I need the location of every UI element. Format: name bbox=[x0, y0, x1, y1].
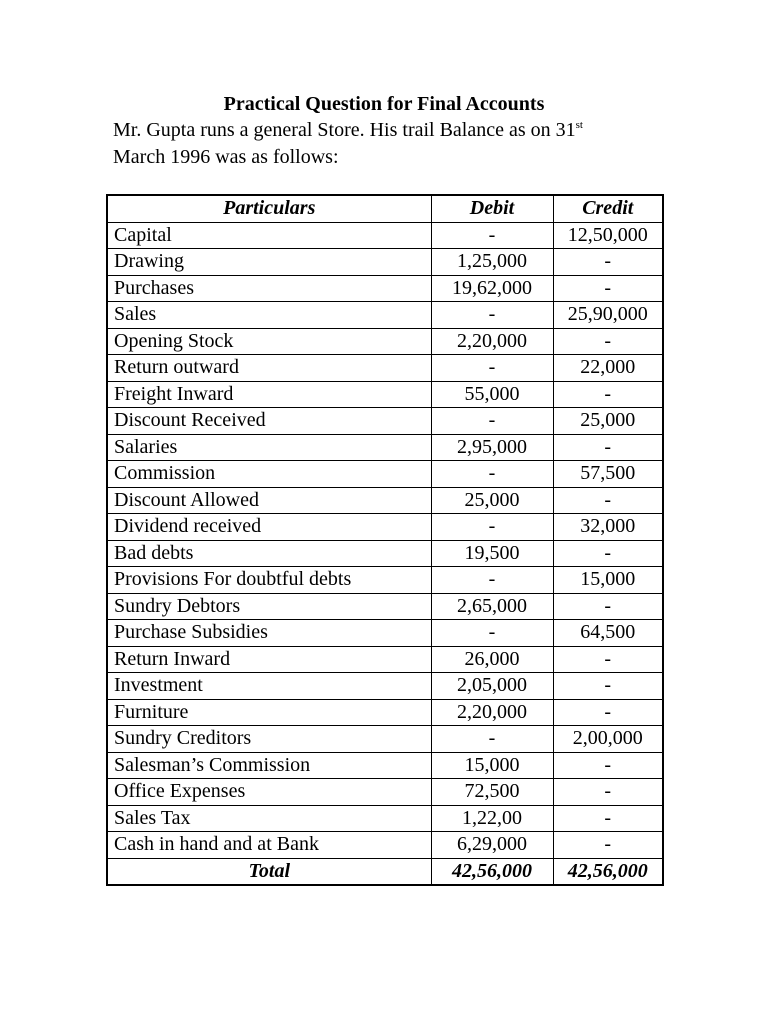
credit-cell: 15,000 bbox=[553, 567, 663, 594]
debit-cell: - bbox=[431, 620, 553, 647]
debit-cell: 15,000 bbox=[431, 752, 553, 779]
table-row bbox=[107, 434, 663, 461]
table-row bbox=[107, 646, 663, 673]
particulars-cell: Furniture bbox=[107, 699, 431, 726]
credit-cell: - bbox=[553, 832, 663, 859]
ordinal-superscript: st bbox=[575, 119, 583, 131]
particulars-cell: Drawing bbox=[107, 249, 431, 276]
debit-cell: 2,20,000 bbox=[431, 328, 553, 355]
credit-cell: 25,90,000 bbox=[553, 302, 663, 329]
credit-cell: - bbox=[553, 328, 663, 355]
credit-cell: - bbox=[553, 487, 663, 514]
debit-cell: 72,500 bbox=[431, 779, 553, 806]
credit-cell: - bbox=[553, 381, 663, 408]
credit-cell: - bbox=[553, 779, 663, 806]
table-row bbox=[107, 593, 663, 620]
particulars-cell: Investment bbox=[107, 673, 431, 700]
particulars-cell: Return Inward bbox=[107, 646, 431, 673]
debit-cell: 1,22,00 bbox=[431, 805, 553, 832]
particulars-cell: Salesman’s Commission bbox=[107, 752, 431, 779]
particulars-cell: Dividend received bbox=[107, 514, 431, 541]
debit-cell: 2,65,000 bbox=[431, 593, 553, 620]
particulars-cell: Opening Stock bbox=[107, 328, 431, 355]
particulars-cell: Office Expenses bbox=[107, 779, 431, 806]
credit-cell: - bbox=[553, 752, 663, 779]
particulars-cell: Sundry Creditors bbox=[107, 726, 431, 753]
particulars-cell: Bad debts bbox=[107, 540, 431, 567]
debit-cell: 26,000 bbox=[431, 646, 553, 673]
credit-cell: - bbox=[553, 673, 663, 700]
table-row bbox=[107, 620, 663, 647]
total-debit: 42,56,000 bbox=[431, 858, 553, 885]
debit-cell: - bbox=[431, 408, 553, 435]
credit-cell: 2,00,000 bbox=[553, 726, 663, 753]
particulars-cell: Provisions For doubtful debts bbox=[107, 567, 431, 594]
trial-balance-table bbox=[106, 194, 664, 886]
intro-line-2: March 1996 was as follows: bbox=[113, 146, 339, 168]
debit-cell: - bbox=[431, 726, 553, 753]
table-row bbox=[107, 673, 663, 700]
debit-cell: 1,25,000 bbox=[431, 249, 553, 276]
debit-cell: 6,29,000 bbox=[431, 832, 553, 859]
debit-cell: - bbox=[431, 461, 553, 488]
table-row bbox=[107, 222, 663, 249]
particulars-cell: Sundry Debtors bbox=[107, 593, 431, 620]
table-row bbox=[107, 461, 663, 488]
particulars-cell: Salaries bbox=[107, 434, 431, 461]
credit-cell: - bbox=[553, 805, 663, 832]
credit-cell: 57,500 bbox=[553, 461, 663, 488]
credit-cell: - bbox=[553, 593, 663, 620]
credit-cell: 22,000 bbox=[553, 355, 663, 382]
debit-cell: 19,500 bbox=[431, 540, 553, 567]
particulars-cell: Discount Received bbox=[107, 408, 431, 435]
table-row bbox=[107, 779, 663, 806]
total-row bbox=[107, 858, 663, 885]
table-row bbox=[107, 275, 663, 302]
header-debit: Debit bbox=[431, 195, 553, 222]
credit-cell: - bbox=[553, 540, 663, 567]
particulars-cell: Sales bbox=[107, 302, 431, 329]
table-row bbox=[107, 540, 663, 567]
debit-cell: - bbox=[431, 222, 553, 249]
table-header-row bbox=[107, 195, 663, 222]
total-credit: 42,56,000 bbox=[553, 858, 663, 885]
credit-cell: - bbox=[553, 249, 663, 276]
page-title: Practical Question for Final Accounts bbox=[223, 93, 545, 115]
debit-cell: 19,62,000 bbox=[431, 275, 553, 302]
particulars-cell: Discount Allowed bbox=[107, 487, 431, 514]
debit-cell: 2,20,000 bbox=[431, 699, 553, 726]
table-body bbox=[107, 222, 663, 858]
particulars-cell: Capital bbox=[107, 222, 431, 249]
credit-cell: 12,50,000 bbox=[553, 222, 663, 249]
credit-cell: - bbox=[553, 434, 663, 461]
table-row bbox=[107, 381, 663, 408]
table-row bbox=[107, 567, 663, 594]
total-label: Total bbox=[107, 858, 431, 885]
table-row bbox=[107, 249, 663, 276]
table-row bbox=[107, 699, 663, 726]
credit-cell: - bbox=[553, 646, 663, 673]
particulars-cell: Purchase Subsidies bbox=[107, 620, 431, 647]
particulars-cell: Cash in hand and at Bank bbox=[107, 832, 431, 859]
particulars-cell: Purchases bbox=[107, 275, 431, 302]
table-row bbox=[107, 832, 663, 859]
particulars-cell: Commission bbox=[107, 461, 431, 488]
table-row bbox=[107, 328, 663, 355]
intro-line-1: Mr. Gupta runs a general Store. His trail Balance as on 31 bbox=[113, 119, 576, 141]
credit-cell: 32,000 bbox=[553, 514, 663, 541]
credit-cell: 64,500 bbox=[553, 620, 663, 647]
table-row bbox=[107, 514, 663, 541]
credit-cell: - bbox=[553, 699, 663, 726]
table-row bbox=[107, 805, 663, 832]
debit-cell: - bbox=[431, 355, 553, 382]
debit-cell: - bbox=[431, 302, 553, 329]
table-row bbox=[107, 752, 663, 779]
debit-cell: - bbox=[431, 514, 553, 541]
table-row bbox=[107, 408, 663, 435]
table-row bbox=[107, 302, 663, 329]
debit-cell: 25,000 bbox=[431, 487, 553, 514]
table-row bbox=[107, 487, 663, 514]
credit-cell: - bbox=[553, 275, 663, 302]
header-credit: Credit bbox=[553, 195, 663, 222]
debit-cell: 2,05,000 bbox=[431, 673, 553, 700]
particulars-cell: Freight Inward bbox=[107, 381, 431, 408]
debit-cell: 55,000 bbox=[431, 381, 553, 408]
debit-cell: 2,95,000 bbox=[431, 434, 553, 461]
debit-cell: - bbox=[431, 567, 553, 594]
intro-paragraph bbox=[113, 117, 673, 171]
header-particulars: Particulars bbox=[107, 195, 431, 222]
particulars-cell: Sales Tax bbox=[107, 805, 431, 832]
credit-cell: 25,000 bbox=[553, 408, 663, 435]
table-row bbox=[107, 726, 663, 753]
particulars-cell: Return outward bbox=[107, 355, 431, 382]
table-row bbox=[107, 355, 663, 382]
